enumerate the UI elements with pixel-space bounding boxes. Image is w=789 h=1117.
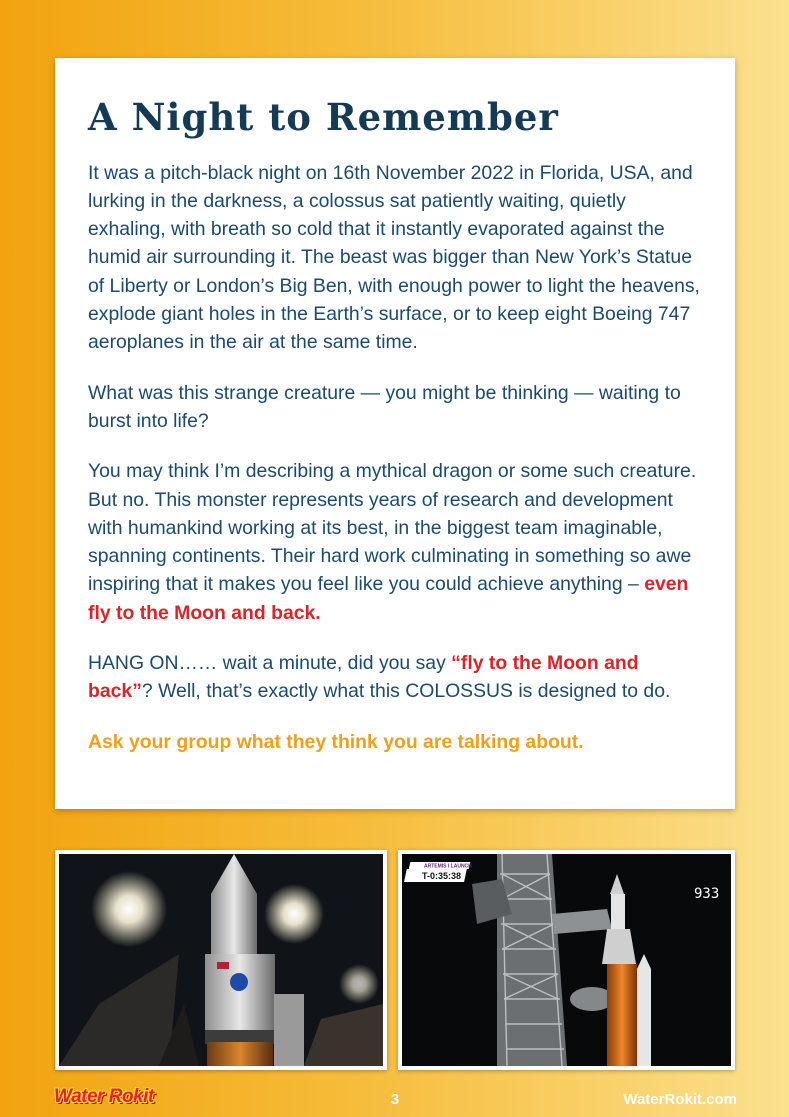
paragraph-2: What was this strange creature — you might be thinking — waiting to burst into life?	[88, 381, 681, 432]
photo-rocket-closeup	[55, 850, 387, 1070]
rocket-closeup-image	[59, 854, 383, 1066]
paragraph-1: It was a pitch-black night on 16th November 2022 in Florida, USA, and lurking in the darkness, a colossus sat patiently waiting, quietly exhaling, with breath so cold that it instantly evaporated against the humid air surrounding it. The beast was bigger than New York’s Statue of Liberty or London’s Big Ben, with enough power to light the heavens, explode giant holes in the Earth’s surface, or to keep eight Boeing 747 aeroplanes in the air at the same time.	[88, 161, 700, 354]
paragraph-4-end: ? Well, that’s exactly what this COLOSSUS is designed to do.	[141, 680, 671, 703]
page-footer	[0, 1086, 789, 1114]
water-rokit-logo: Water Rokit	[54, 1086, 154, 1107]
group-prompt: Ask your group what they think you are talking about.	[88, 730, 584, 753]
paragraph-3	[88, 457, 702, 627]
rocket-launchpad-image	[402, 854, 731, 1066]
launch-label: ARTEMIS I LAUNCH	[424, 863, 472, 870]
paragraph-4-highlight: “fly to the Moon and back”	[88, 652, 639, 703]
page-title: A Night to Remember	[88, 95, 559, 139]
paragraph-4	[88, 649, 702, 706]
article-card	[55, 58, 735, 809]
paragraph-3-text: You may think I’m describing a mythical dragon or some such creature. But no. This monster represents years of research and development with humankind working at its best, in the biggest team imaginable, spanning continents. Their hard work culminating in something so awe inspiring that it makes you feel like you could achieve anything –	[88, 460, 697, 596]
paragraph-4-start: HANG ON…… wait a minute, did you say	[88, 652, 452, 674]
photo-rocket-launchpad	[398, 850, 735, 1070]
page-number: 3	[390, 1091, 400, 1108]
counter-readout: 933	[694, 886, 720, 902]
website-link[interactable]: WaterRokit.com	[623, 1091, 737, 1108]
countdown-timer: T-0:35:38	[422, 871, 462, 881]
paragraph-3-highlight: even fly to the Moon and back.	[88, 573, 689, 624]
